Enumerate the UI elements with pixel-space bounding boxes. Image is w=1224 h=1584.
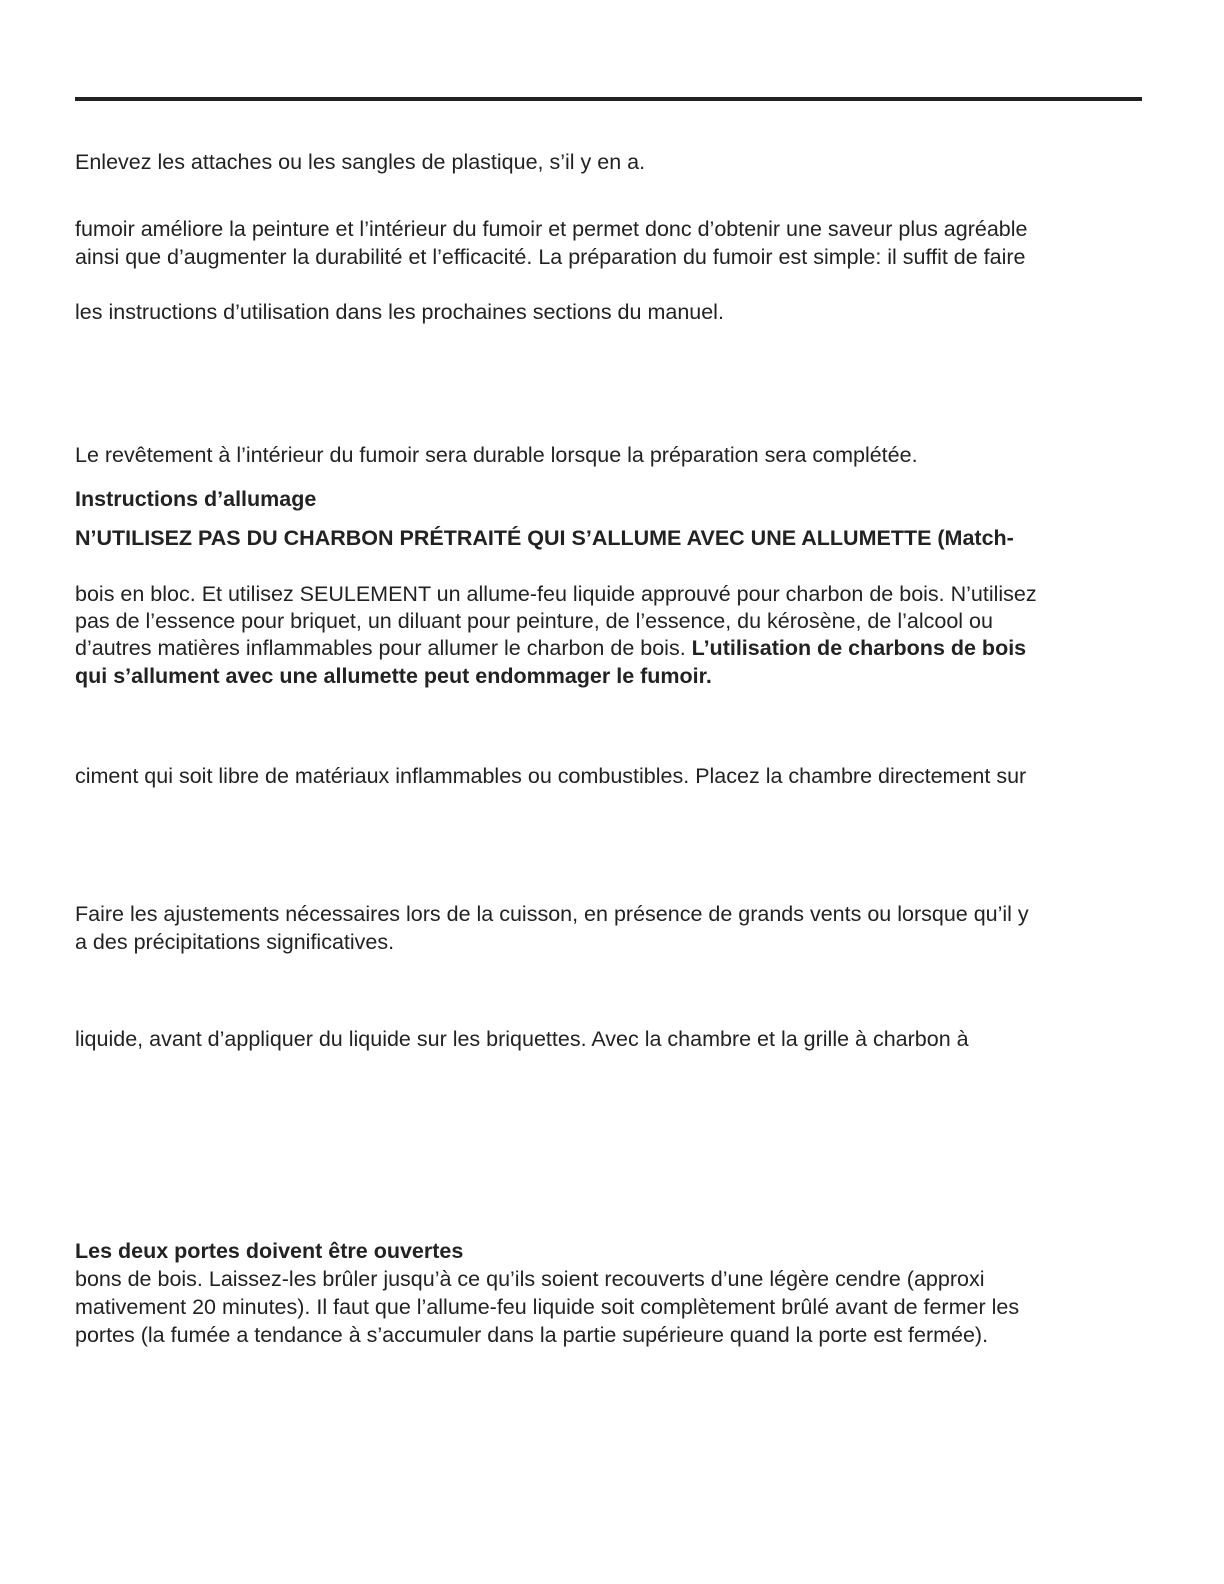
heading-lighting-instructions: Instructions d’allumage xyxy=(75,487,317,511)
text-line-liquid-briquettes: liquide, avant d’appliquer du liquide sur les briquettes. Avec la chambre et la grille à charbon à xyxy=(75,1027,969,1051)
text-line-instructions-ref: les instructions d’utilisation dans les prochaines sections du manuel. xyxy=(75,300,724,324)
text-line-adjustments-1: Faire les ajustements nécessaires lors de la cuisson, en présence de grands vents ou lorsque qu’il y xyxy=(75,902,1029,926)
text-line-burn-charcoal-1: bons de bois. Laissez-les brûler jusqu’à ce qu’ils soient recouverts d’une légère cendre (approxi xyxy=(75,1267,985,1291)
header-rule xyxy=(75,97,1142,101)
heading-doors-open: Les deux portes doivent être ouvertes xyxy=(75,1239,464,1263)
text-line-burn-charcoal-3: portes (la fumée a tendance à s’accumuler dans la partie supérieure quand la porte est fermée). xyxy=(75,1323,989,1347)
text-line-smoker-benefits-2: ainsi que d’augmenter la durabilité et l’efficacité. La préparation du fumoir est simple: il suffit de faire xyxy=(75,245,1026,269)
text-line-lighter-fluid-2: pas de l’essence pour briquet, un diluant pour peinture, de l’essence, du kérosène, de l’alcool ou xyxy=(75,609,993,633)
text-line-burn-charcoal-2: mativement 20 minutes). Il faut que l’allume-feu liquide soit complètement brûlé avant de fermer les xyxy=(75,1295,1020,1319)
text-line-damage-warning: qui s’allument avec une allumette peut endommager le fumoir. xyxy=(75,664,712,688)
text-line-cement-surface: ciment qui soit libre de matériaux inflammables ou combustibles. Placez la chambre directement sur xyxy=(75,764,1027,788)
text-line-smoker-benefits-1: fumoir améliore la peinture et l’intérieur du fumoir et permet donc d’obtenir une saveur plus agréable xyxy=(75,217,1028,241)
text-line-lighter-fluid-3 xyxy=(75,634,1026,662)
warning-match-light-charcoal: N’UTILISEZ PAS DU CHARBON PRÉTRAITÉ QUI S’ALLUME AVEC UNE ALLUMETTE (Match- xyxy=(75,526,1014,550)
text-line-remove-ties: Enlevez les attaches ou les sangles de plastique, s’il y en a. xyxy=(75,150,646,174)
text-line-lighter-fluid-3-bold: L’utilisation de charbons de bois xyxy=(691,636,1027,660)
text-line-adjustments-2: a des précipitations significatives. xyxy=(75,930,395,954)
text-line-coating-durable: Le revêtement à l’intérieur du fumoir sera durable lorsque la préparation sera complétée. xyxy=(75,443,918,467)
text-line-lighter-fluid-3-normal: d’autres matières inflammables pour allumer le charbon de bois. xyxy=(75,636,692,660)
text-line-lighter-fluid-1: bois en bloc. Et utilisez SEULEMENT un allume-feu liquide approuvé pour charbon de bois. N’utilisez xyxy=(75,582,1037,606)
